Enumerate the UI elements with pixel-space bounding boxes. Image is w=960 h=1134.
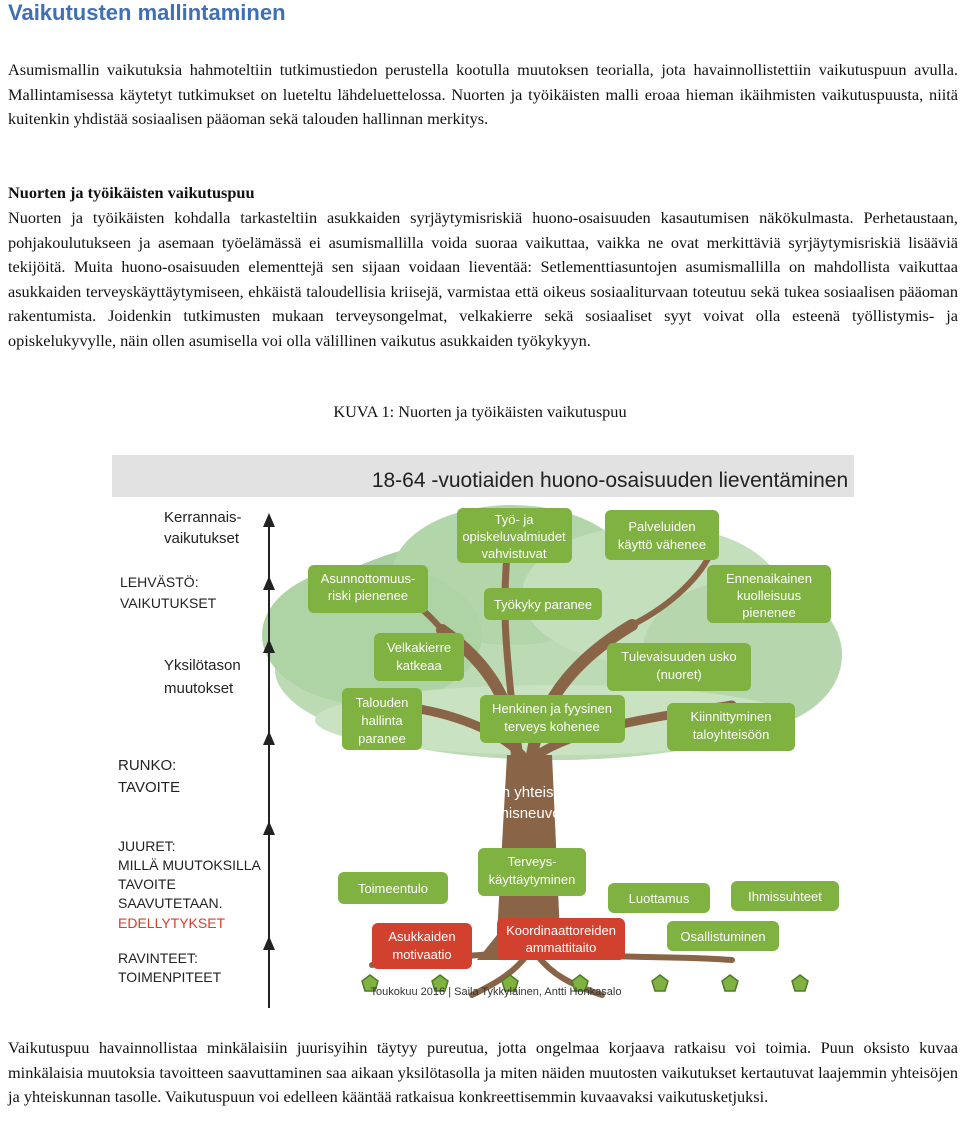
svg-text:pienenee: pienenee (742, 605, 796, 620)
svg-text:ammattitaito: ammattitaito (525, 940, 597, 955)
svg-text:Koordinaattoreiden: Koordinaattoreiden (506, 923, 616, 938)
label-yksilotason-2: muutokset (164, 680, 234, 697)
label-edellytykset: EDELLYTYKSET (118, 915, 226, 931)
root-box-luottamus (608, 883, 710, 913)
svg-text:Asukkaiden: Asukkaiden (388, 929, 456, 944)
leaf-box-palveluiden-kaytto (605, 510, 719, 560)
svg-text:riski pienenee: riski pienenee (327, 588, 409, 603)
leaf-box-velkakierre (374, 633, 464, 681)
svg-text:Osallistuminen: Osallistuminen (680, 929, 766, 944)
label-ravinteet-2: TOIMENPITEET (118, 969, 222, 985)
svg-text:asumisneuvontaa: asumisneuvontaa (472, 805, 590, 822)
label-lehvasto-2: VAIKUTUKSET (120, 595, 217, 611)
root-box-toimeentulo (338, 872, 448, 904)
figure-credit: Toukokuu 2016 | Saila Tykkyläinen, Antti Honkasalo (370, 986, 622, 998)
svg-text:Asunnottomuus-: Asunnottomuus- (320, 571, 416, 586)
figure-title: 18-64 -vuotiaiden huono-osaisuuden lieventäminen (371, 469, 849, 492)
svg-text:Toimeentulo: Toimeentulo (357, 881, 429, 896)
svg-text:paranee: paranee (358, 731, 406, 746)
root-box-koordinaattoreiden-ammattitaito (497, 918, 625, 960)
svg-text:kuolleisuus: kuolleisuus (736, 588, 802, 603)
svg-text:Velkakierre: Velkakierre (386, 640, 452, 655)
svg-text:terveys kohenee: terveys kohenee (504, 719, 600, 734)
leaf-box-talouden-hallinta (342, 688, 422, 750)
label-ravinteet-1: RAVINTEET: (118, 950, 198, 966)
label-kerrannais-1: Kerrannais- (164, 509, 242, 526)
svg-text:Talouden: Talouden (355, 695, 409, 710)
label-yksilotason-1: Yksilötason (164, 657, 241, 674)
svg-text:Työkyky paranee: Työkyky paranee (493, 597, 593, 612)
svg-text:Luottamus: Luottamus (628, 891, 690, 906)
svg-text:Työ- ja: Työ- ja (494, 512, 534, 527)
leaf-box-ennenaikainen-kuolleisuus (707, 565, 831, 623)
leaf-box-asunnottomuusriski (308, 565, 428, 613)
svg-text:Henkinen ja fyysinen: Henkinen ja fyysinen (492, 701, 612, 716)
svg-text:käyttö vähenee: käyttö vähenee (617, 537, 707, 552)
svg-text:Ennenaikainen: Ennenaikainen (725, 571, 813, 586)
root-box-osallistuminen (667, 921, 779, 951)
section-heading: Nuorten ja työikäisten vaikutuspuu (8, 183, 255, 202)
leaf-box-tyokyky (484, 588, 602, 620)
svg-text:Rakennetaan yhteisöä, annetaan: Rakennetaan yhteisöä, annetaan (420, 784, 642, 801)
label-runko-2: TAVOITE (118, 779, 180, 796)
figure-caption: KUVA 1: Nuorten ja työikäisten vaikutuspuu (333, 402, 627, 421)
root-box-asukkaiden-motivaatio (372, 923, 472, 969)
label-juuret-2: MILLÄ MUUTOKSILLA (118, 857, 261, 873)
svg-text:Kiinnittyminen: Kiinnittyminen (690, 709, 772, 724)
svg-text:käyttäytyminen: käyttäytyminen (488, 872, 576, 887)
svg-text:Terveys-: Terveys- (507, 854, 557, 869)
svg-text:vahvistuvat: vahvistuvat (481, 546, 547, 561)
leaf-box-tulevaisuuden-usko (607, 643, 751, 691)
section-paragraph: Nuorten ja työikäisten kohdalla tarkasteltiin asukkaiden syrjäytymisriskiä huono-osaisuuden kasautumisen näkökulmasta. Perhetaustaan, pohjakoulutukseen ja asemaan työelämässä ei asumismallilla voida suoraa vaikuttaa, vaikka ne ovat merkittäviä syrjäytymisriskiä lisääviä tekijöitä. Muita huono-osaisuuden elementtejä sen sijaan voidaan lieventää: Setlementtiasuntojen asumismallilla on mahdollista vaikuttaa asukkaiden terveyskäyttäytymiseen, ehkäistä taloudellisia kriisejä, varmistaa että oikeus sosiaaliturvaan toteutuu sekä tukea sosiaalisen pääoman rakentumista. Joidenkin tutkimusten mukaan terveysongelmat, velkakierre sekä sosiaaliset syyt voivat olla esteenä työllistymis- ja opiskelukyvylle, näin ollen asumisella voi olla välillinen vaikutus asukkaiden työkykyyn. (8, 208, 958, 350)
leaf-box-tyo-ja-opiskeluvalmiudet (457, 508, 572, 563)
svg-text:hallinta: hallinta (361, 713, 403, 728)
svg-text:(nuoret): (nuoret) (656, 667, 702, 682)
label-juuret-4: SAAVUTETAAN. (118, 895, 223, 911)
svg-text:taloyhteisöön: taloyhteisöön (692, 727, 770, 742)
leaf-box-kiinnittyminen-taloyhteisoon (667, 703, 795, 751)
label-lehvasto-1: LEHVÄSTÖ: (120, 574, 199, 590)
svg-text:katkeaa: katkeaa (396, 658, 442, 673)
label-juuret-3: TAVOITE (118, 876, 176, 892)
svg-text:opiskeluvalmiudet: opiskeluvalmiudet (462, 529, 566, 544)
intro-paragraph: Asumismallin vaikutuksia hahmoteltiin tutkimustiedon perustella kootulla muutoksen teorialla, jota havainnollistettiin vaikutuspuun avulla. Mallintamisessa käytetyt tutkimukset on lueteltu lähdeluettelossa. Nuorten ja työikäisten malli eroaa hieman ikäihmisten vaikutuspuusta, niitä kuitenkin yhdistää sosiaalisen pääoman sekä talouden hallinnan merkitys. (8, 60, 958, 128)
vertical-arrow (263, 513, 275, 1008)
page-title: Vaikutusten mallintaminen (8, 0, 286, 25)
svg-text:motivaatio: motivaatio (392, 947, 452, 962)
svg-text:Palveluiden: Palveluiden (628, 519, 696, 534)
root-box-terveyskayttaytyminen (478, 848, 586, 896)
label-kerrannais-2: vaikutukset (164, 530, 240, 547)
root-box-ihmissuhteet (731, 881, 839, 911)
svg-text:Ihmissuhteet: Ihmissuhteet (748, 889, 822, 904)
leaf-box-henkinen-ja-fyysinen-terveys (480, 695, 625, 743)
label-runko-1: RUNKO: (118, 757, 177, 774)
outro-paragraph: Vaikutuspuu havainnollistaa minkälaisiin juurisyihin täytyy pureutua, jotta ongelmaa korjaava ratkaisu voi toimia. Puun oksisto kuvaa minkälaisia muutoksia tavoitteen saavuttaminen saa aikaan yksilötasolla ja miten näiden muutosten vaikutukset kertautuvat laajemmin yhteisöjen ja yhteiskunnan tasolle. Vaikutuspuun voi edelleen kääntää ratkaisua konkreettisemmin kuvaavaksi vaikutusketjuksi. (8, 1038, 958, 1106)
svg-text:Tulevaisuuden usko: Tulevaisuuden usko (621, 649, 737, 664)
label-juuret-1: JUURET: (118, 838, 176, 854)
impact-tree-figure (112, 455, 854, 1008)
